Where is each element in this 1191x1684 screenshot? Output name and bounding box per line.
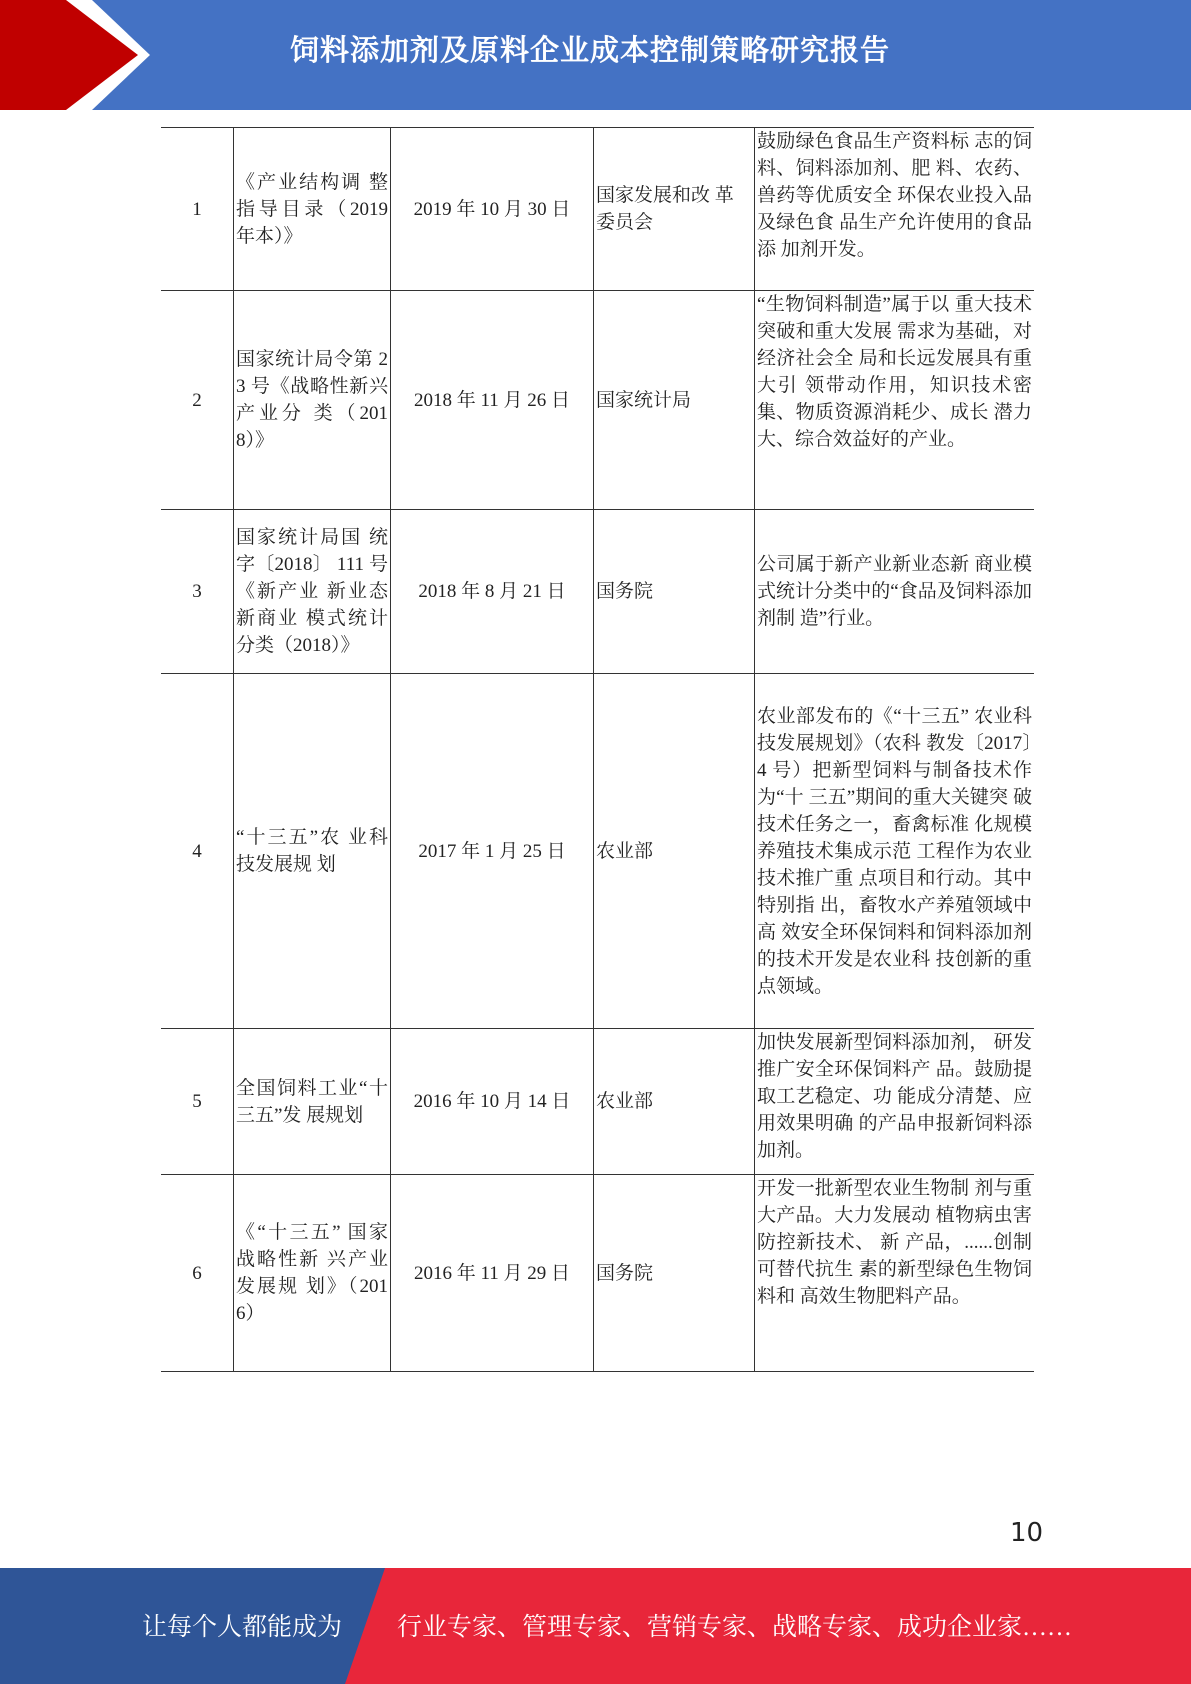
- issue-date: 2016 年 11 月 29 日: [391, 1175, 594, 1372]
- row-number: 4: [161, 674, 234, 1029]
- policy-description: “生物饲料制造”属于以 重大技术突破和重大发展 需求为基础，对经济社会全 局和长远发展具有重大引 领带动作用，知识技术密 集、物质资源消耗少、成长 潜力大、综合效益好的产业。: [755, 291, 1035, 510]
- table-row: [161, 510, 1034, 674]
- table-row: [161, 128, 1034, 291]
- policy-description: 鼓励绿色食品生产资料标 志的饲料、饲料添加剂、肥 料、农药、兽药等优质安全 环保农业投入品及绿色食 品生产允许使用的食品添 加剂开发。: [755, 128, 1035, 291]
- issuing-department: 国家统计局: [594, 291, 755, 510]
- policy-description: 加快发展新型饲料添加剂， 研发推广安全环保饲料产 品。鼓励提取工艺稳定、功 能成分清楚、应用效果明确 的产品申报新饲料添加剂。: [755, 1029, 1035, 1175]
- issue-date: 2016 年 10 月 14 日: [391, 1029, 594, 1175]
- policy-title: 《“十三五” 国家战略性新 兴产业发展规 划》（2016）: [234, 1175, 391, 1372]
- issue-date: 2017 年 1 月 25 日: [391, 674, 594, 1029]
- policy-title: “十三五”农 业科技发展规 划: [234, 674, 391, 1029]
- table-row: [161, 1175, 1034, 1372]
- policy-description: 农业部发布的《“十三五” 农业科技发展规划》（农科 教发〔2017〕4 号）把新型饲料与制备技术作为“十 三五”期间的重大关键突 破技术任务之一，畜禽标准 化规模养殖技术集成示范 工程作为农业技术推广重 点项目和行动。其中特别指 出，畜牧水产养殖领域中高 效安全环保饲料和饲料添加剂的技术开发是农业科 技创新的重点领域。: [755, 674, 1035, 1029]
- row-number: 5: [161, 1029, 234, 1175]
- table-row: [161, 291, 1034, 510]
- issuing-department: 农业部: [594, 1029, 755, 1175]
- footer-slogan-right: 行业专家、管理专家、营销专家、战略专家、成功企业家……: [397, 1614, 1073, 1641]
- policy-description: 公司属于新产业新业态新 商业模式统计分类中的“食品及饲料添加剂制 造”行业。: [755, 510, 1035, 674]
- issuing-department: 国务院: [594, 510, 755, 674]
- issue-date: 2018 年 8 月 21 日: [391, 510, 594, 674]
- policy-table: [161, 127, 1034, 1372]
- footer-slogan-left: 让每个人都能成为: [142, 1614, 343, 1641]
- page-number: 10: [1010, 1518, 1044, 1548]
- policy-title: 国家统计局国 统字〔2018〕 111 号《新产业 新业态新商业 模式统计分类（2018）》: [234, 510, 391, 674]
- table-row: [161, 1029, 1034, 1175]
- issue-date: 2018 年 11 月 26 日: [391, 291, 594, 510]
- table-row: [161, 674, 1034, 1029]
- issuing-department: 国务院: [594, 1175, 755, 1372]
- policy-description: 开发一批新型农业生物制 剂与重大产品。大力发展动 植物病虫害防控新技术、 新 产品，......创制可替代抗生 素的新型绿色生物饲料和 高效生物肥料产品。: [755, 1175, 1035, 1372]
- row-number: 6: [161, 1175, 234, 1372]
- policy-title: 国家统计局令第 23 号《战略性新兴产业分 类（2018）》: [234, 291, 391, 510]
- issuing-department: 农业部: [594, 674, 755, 1029]
- row-number: 2: [161, 291, 234, 510]
- issue-date: 2019 年 10 月 30 日: [391, 128, 594, 291]
- row-number: 3: [161, 510, 234, 674]
- issuing-department: 国家发展和改 革委员会: [594, 128, 755, 291]
- policy-title: 全国饲料工业“十三五”发 展规划: [234, 1029, 391, 1175]
- policy-title: 《产业结构调 整指导目录（2019 年本）》: [234, 128, 391, 291]
- row-number: 1: [161, 128, 234, 291]
- report-title: 饲料添加剂及原料企业成本控制策略研究报告: [290, 33, 891, 67]
